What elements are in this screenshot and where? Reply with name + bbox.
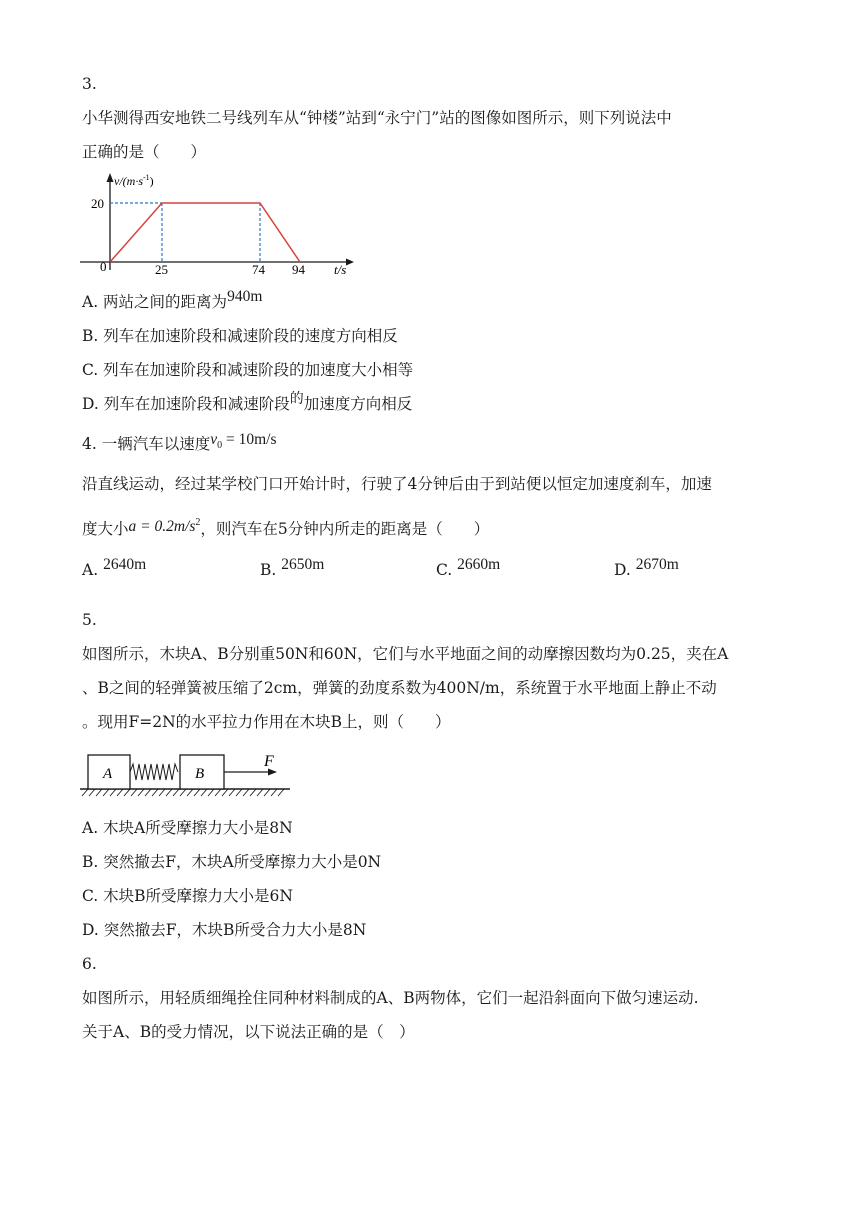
y-axis-arrow bbox=[107, 173, 114, 182]
q5-option-b[interactable]: B. 突然撤去F，木块A所受摩擦力大小是0N bbox=[82, 853, 382, 871]
spring bbox=[130, 764, 178, 780]
q4-option-d-value: 2670m bbox=[635, 556, 679, 573]
force-label: F bbox=[264, 753, 274, 770]
q4-option-a[interactable]: A. 2640m bbox=[82, 556, 147, 579]
q3-option-a-value: 940m bbox=[227, 288, 263, 305]
x-axis-arrow bbox=[346, 259, 354, 266]
q4-stem-line3 bbox=[82, 516, 489, 540]
x-tick-94: 94 bbox=[292, 262, 305, 277]
block-b-label: B bbox=[195, 766, 205, 782]
q4-option-b[interactable]: B. 2650m bbox=[260, 556, 325, 579]
q4-stem-line1 bbox=[82, 431, 277, 461]
block-a-label: A bbox=[103, 766, 113, 782]
q4-option-c-value: 2660m bbox=[457, 556, 501, 573]
y-tick-20: 20 bbox=[91, 196, 104, 211]
q4-a-formula: $a = 0.2m/s^2$ bbox=[128, 517, 201, 536]
q4-option-b-value: 2650m bbox=[281, 556, 325, 573]
q4-option-a-value: 2640m bbox=[103, 556, 147, 573]
ground-hatching bbox=[82, 789, 284, 796]
q5-option-a[interactable]: A. 木块A所受摩擦力大小是8N bbox=[82, 819, 293, 837]
q4-option-d[interactable]: D. 2670m bbox=[614, 556, 679, 579]
q4-line3-a: 度大小 bbox=[82, 520, 129, 539]
q3-option-a-text: A. 两站之间的距离为 bbox=[82, 293, 228, 311]
q5-stem-line1: 如图所示，木块A、B分别重50N和60N，它们与水平地面之间的动摩擦因数均为0.25，夹在A bbox=[82, 645, 729, 663]
q3-stem-line2: 正确的是（ ） bbox=[82, 143, 207, 161]
q4-prefix: 4. 一辆汽车以速度 bbox=[82, 435, 211, 453]
velocity-line bbox=[110, 203, 300, 262]
q4-option-c[interactable]: C. 2660m bbox=[436, 556, 501, 579]
q4-line3-b: ，则汽车在5分钟内所走的距离是（ ） bbox=[200, 520, 490, 539]
q5-figure bbox=[78, 752, 308, 802]
q5-number: 5. bbox=[82, 611, 97, 629]
q5-option-d[interactable]: D. 突然撤去F，木块B所受合力大小是8N bbox=[82, 921, 367, 939]
x-axis-label: t/s bbox=[334, 262, 347, 277]
q3-option-c[interactable]: C. 列车在加速阶段和减速阶段的加速度大小相等 bbox=[82, 361, 414, 379]
y-axis-label: $v/(m\cdot s^{-1})$ bbox=[114, 173, 154, 188]
q3-option-d-text2: 的 bbox=[289, 391, 304, 407]
q3-stem-line1: 小华测得西安地铁二号线列车从“钟楼”站到“永宁门”站的图像如图所示，则下列说法中 bbox=[82, 109, 672, 127]
q3-number: 3. bbox=[82, 75, 97, 93]
x-tick-25: 25 bbox=[155, 262, 168, 277]
x-tick-74: 74 bbox=[252, 262, 265, 277]
q3-option-a[interactable] bbox=[82, 288, 263, 313]
q5-stem-line2: 、B之间的轻弹簧被压缩了2cm，弹簧的劲度系数为400N/m，系统置于水平地面上静止不动 bbox=[82, 679, 717, 697]
q5-stem-line3: 。现用F=2N的水平拉力作用在木块B上，则（ ） bbox=[82, 713, 451, 731]
q6-number: 6. bbox=[82, 955, 97, 973]
q3-vt-graph bbox=[76, 170, 366, 280]
origin-label: 0 bbox=[100, 259, 107, 274]
q6-stem-line1: 如图所示，用轻质细绳拴住同种材料制成的A、B两物体，它们一起沿斜面向下做匀速运动. bbox=[82, 989, 699, 1007]
q3-option-d-text3: 加速度方向相反 bbox=[303, 395, 413, 413]
q3-option-b[interactable]: B. 列车在加速阶段和减速阶段的速度方向相反 bbox=[82, 327, 398, 345]
q6-stem-line2: 关于A、B的受力情况，以下说法正确的是（ ） bbox=[82, 1023, 415, 1041]
q5-option-c[interactable]: C. 木块B所受摩擦力大小是6N bbox=[82, 887, 293, 905]
q4-v0-formula: $v_0 = 10m/s$ bbox=[210, 431, 277, 452]
q3-option-d[interactable] bbox=[82, 391, 413, 415]
q4-stem-line2: 沿直线运动，经过某学校门口开始计时，行驶了4分钟后由于到站便以恒定加速度刹车，加速 bbox=[82, 475, 712, 493]
q3-option-d-text1: D. 列车在加速阶段和减速阶段 bbox=[82, 395, 290, 413]
